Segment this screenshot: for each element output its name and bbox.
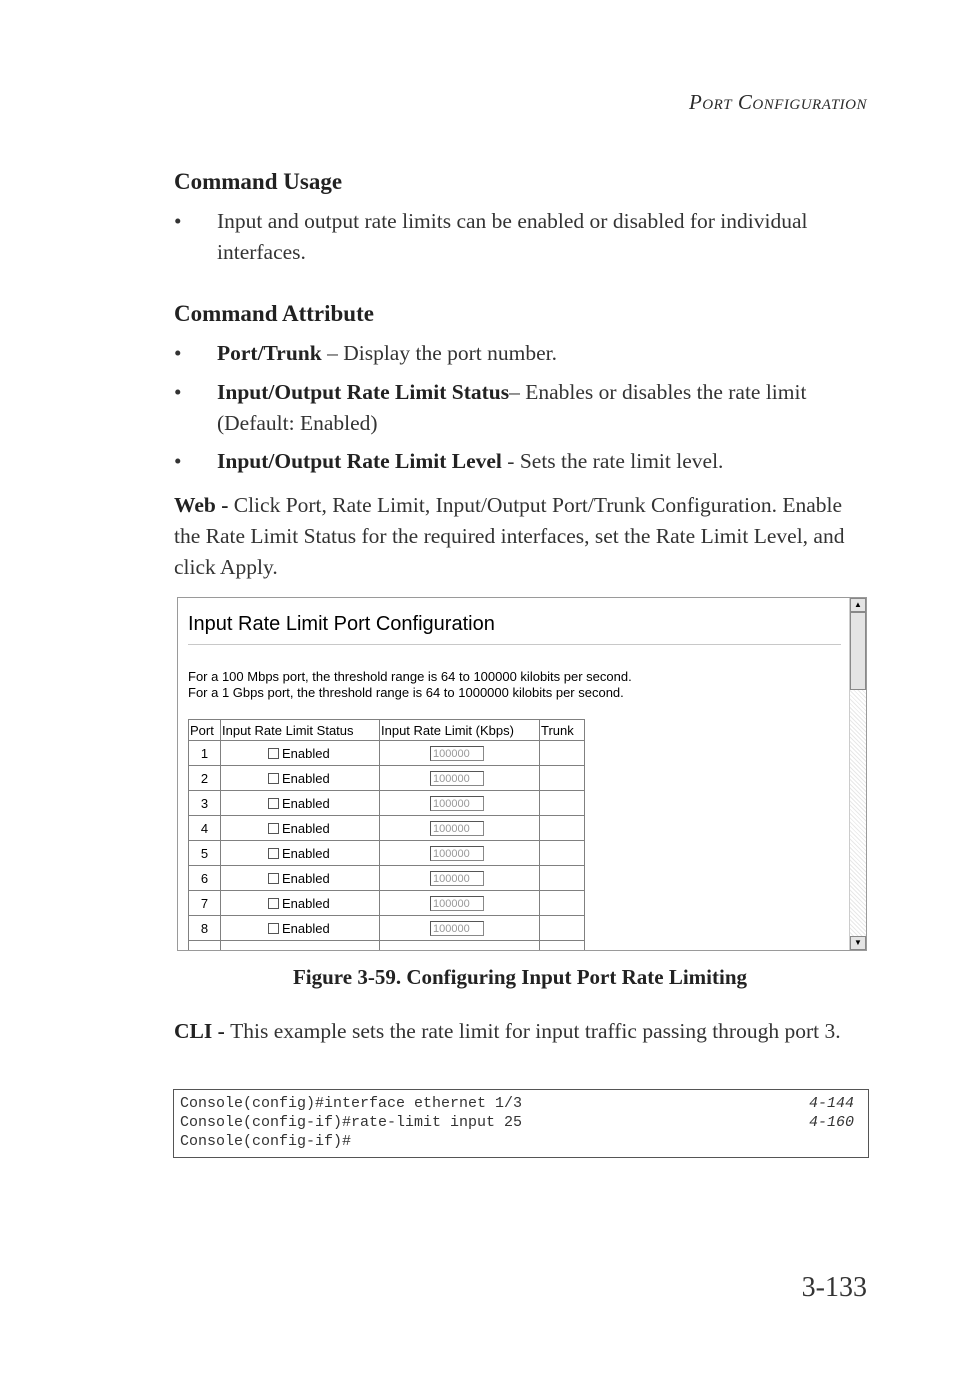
port-cell: 5 [189,841,221,866]
usage-bullet-text: Input and output rate limits can be enabled or disabled for individual interfaces. [217,209,808,264]
attribute-desc: - Sets the rate limit level. [501,449,724,473]
checkbox-label: Enabled [282,895,330,911]
checkbox-label: Enabled [282,870,330,886]
attribute-term: Input/Output Rate Limit Status [217,380,510,404]
code-line: Console(config-if)#rate-limit input 25 [180,1114,523,1131]
figure-caption: Figure 3-59. Configuring Input Port Rate Limiting [292,965,748,989]
checkbox-label: Enabled [282,745,330,761]
port-cell: 7 [189,891,221,916]
port-cell: 1 [189,741,221,766]
bullet-dot: • [174,209,182,233]
column-header-trunk: Trunk [540,720,585,741]
table-row [189,791,585,816]
scroll-up-button[interactable]: ▲ [850,598,866,612]
attribute-desc: – Display the port number. [321,341,557,365]
page-number: 3-133 [801,1272,867,1303]
code-line: Console(config)#interface ethernet 1/3 [180,1095,523,1112]
running-header: Port Configuration [688,90,867,114]
checkbox-label: Enabled [282,795,330,811]
command-usage-heading: Command Usage [174,169,343,194]
cli-paragraph [174,1016,866,1047]
limit-cell [380,816,540,841]
limit-cell [380,841,540,866]
title-divider [188,644,841,645]
checkbox-label: Enabled [282,770,330,786]
trunk-cell [540,891,585,916]
rate-limit-input[interactable]: 100000 [430,771,484,786]
status-cell [221,741,380,766]
cli-label: CLI - [174,1019,231,1043]
table-row [189,741,585,766]
rate-limit-input[interactable]: 100000 [430,746,484,761]
table-row-partial [189,941,585,952]
table-header-row [189,720,585,741]
checkbox-label: Enabled [282,845,330,861]
bullet-dot: • [174,380,182,404]
code-block [173,1089,869,1158]
limit-cell [380,891,540,916]
status-cell [221,791,380,816]
cli-text: This example sets the rate limit for input traffic passing through port 3. [230,1019,841,1043]
web-text: Click Port, Rate Limit, Input/Output Port/Trunk Configuration. Enable the Rate Limit Status for the required interfaces, set the Rate Limit Level, and click Apply. [174,493,845,579]
rate-limit-table [188,719,585,951]
trunk-cell [540,866,585,891]
limit-cell [380,741,540,766]
enable-checkbox[interactable] [268,873,279,884]
command-attribute-heading: Command Attribute [174,301,374,326]
vertical-scrollbar[interactable] [849,598,866,950]
rate-limit-input[interactable]: 100000 [430,871,484,886]
enable-checkbox[interactable] [268,823,279,834]
web-screenshot [177,597,867,951]
table-row [189,866,585,891]
enable-checkbox[interactable] [268,848,279,859]
status-cell [221,916,380,941]
scroll-down-button[interactable]: ▼ [850,936,866,950]
table-row [189,766,585,791]
enable-checkbox[interactable] [268,748,279,759]
trunk-cell [540,816,585,841]
code-reference: 4-144 [808,1095,854,1112]
rate-limit-input[interactable]: 100000 [430,821,484,836]
attribute-term: Input/Output Rate Limit Level [217,449,502,473]
threshold-info [188,669,632,701]
code-line: Console(config-if)# [180,1133,352,1150]
port-cell: 2 [189,766,221,791]
scrollbar-thumb[interactable] [850,612,866,690]
checkbox-label: Enabled [282,820,330,836]
trunk-cell [540,766,585,791]
trunk-cell [540,841,585,866]
code-reference: 4-160 [808,1114,854,1131]
table-row [189,891,585,916]
rate-limit-input[interactable]: 100000 [430,846,484,861]
status-cell [221,816,380,841]
column-header-limit: Input Rate Limit (Kbps) [380,720,540,741]
screenshot-title: Input Rate Limit Port Configuration [188,613,495,635]
limit-cell [380,916,540,941]
status-cell [221,841,380,866]
bullet-dot: • [174,341,182,365]
port-cell: 6 [189,866,221,891]
attribute-term: Port/Trunk [217,341,322,365]
port-cell: 8 [189,916,221,941]
rate-limit-input[interactable]: 100000 [430,896,484,911]
status-cell [221,766,380,791]
port-cell: 3 [189,791,221,816]
info-line: For a 100 Mbps port, the threshold range is 64 to 100000 kilobits per second. [188,669,632,684]
status-cell [221,866,380,891]
web-paragraph [174,490,866,583]
table-row [189,916,585,941]
checkbox-label: Enabled [282,920,330,936]
web-label: Web - [174,493,234,517]
limit-cell [380,766,540,791]
info-line: For a 1 Gbps port, the threshold range is 64 to 1000000 kilobits per second. [188,685,624,700]
trunk-cell [540,741,585,766]
limit-cell [380,791,540,816]
bullet-dot: • [174,449,182,473]
enable-checkbox[interactable] [268,773,279,784]
enable-checkbox[interactable] [268,798,279,809]
column-header-status: Input Rate Limit Status [221,720,380,741]
table-row [189,841,585,866]
attribute-desc: – Enables or disables the rate limit (Default: Enabled) [217,380,807,435]
trunk-cell [540,916,585,941]
port-cell: 4 [189,816,221,841]
rate-limit-input[interactable]: 100000 [430,921,484,936]
table-row [189,816,585,841]
limit-cell [380,866,540,891]
rate-limit-input[interactable]: 100000 [430,796,484,811]
enable-checkbox[interactable] [268,923,279,934]
enable-checkbox[interactable] [268,898,279,909]
status-cell [221,891,380,916]
trunk-cell [540,791,585,816]
column-header-port: Port [189,720,221,741]
